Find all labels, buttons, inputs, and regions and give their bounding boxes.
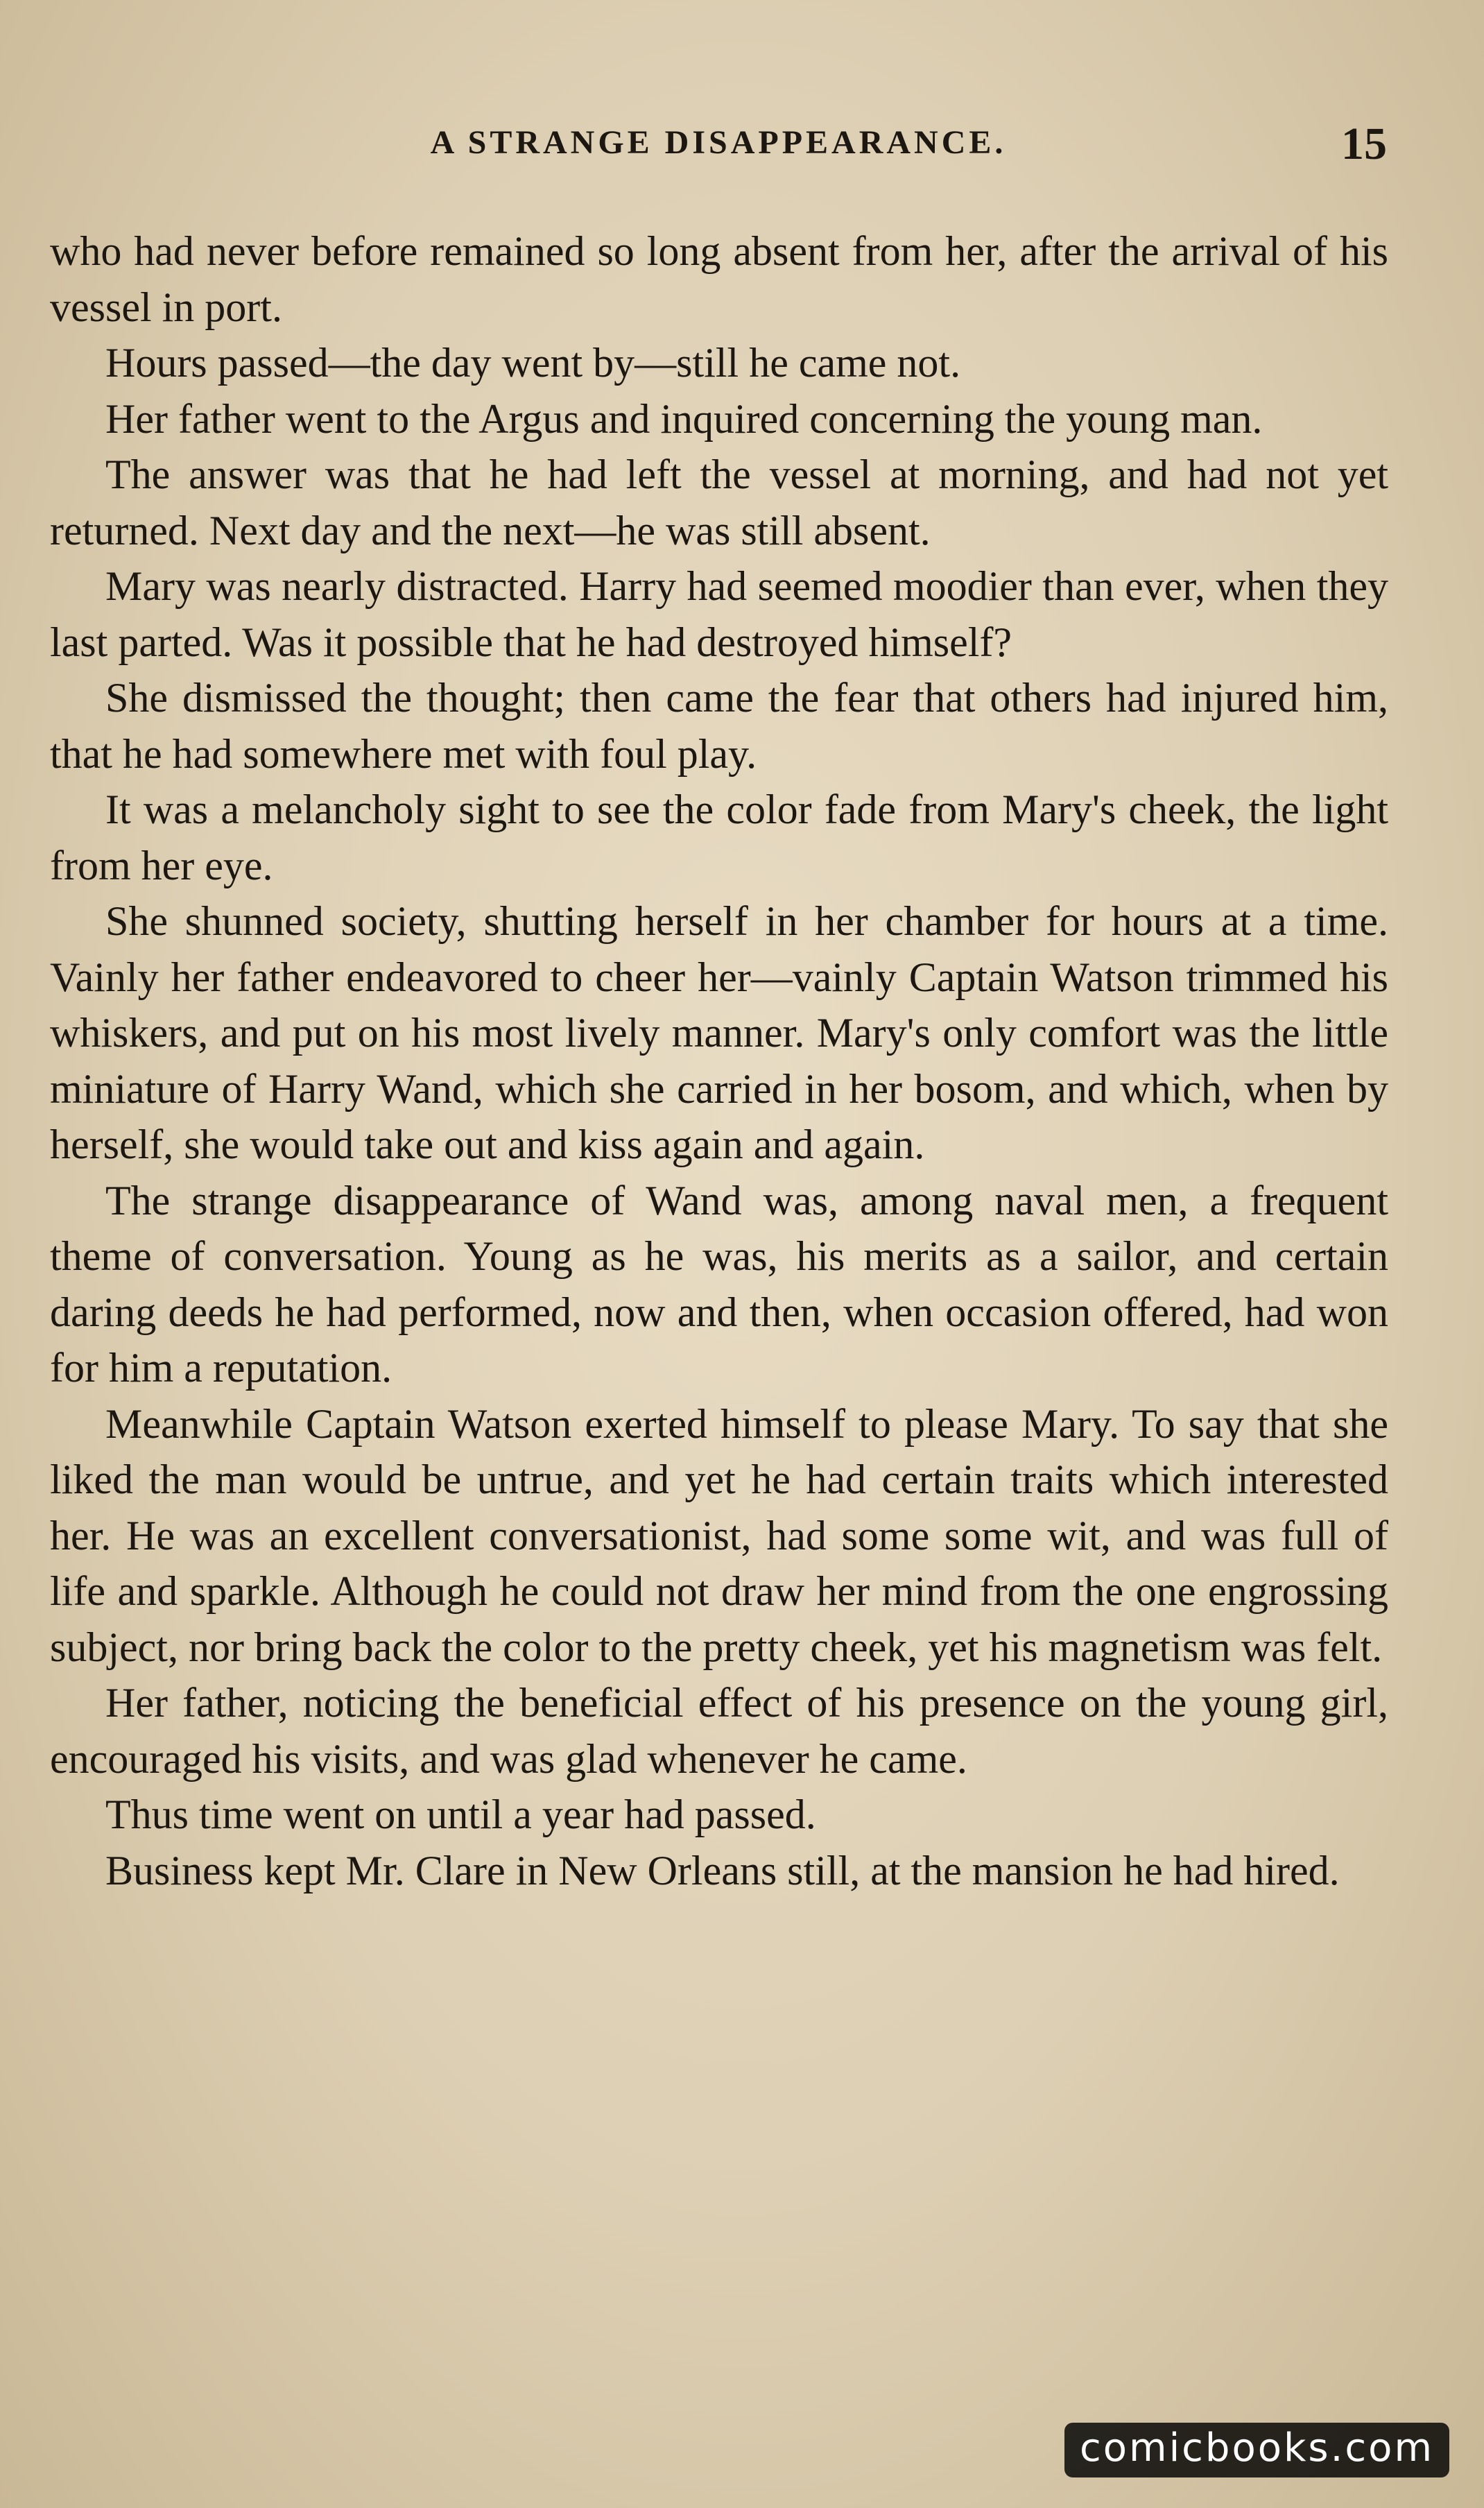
- paragraph: Her father went to the Argus and inquired concerning the young man.: [105, 395, 1263, 442]
- paragraph: The strange disappearance of Wand was, among naval men, a frequent theme of conversation. Young as he was, his merits as a sailor, and certain daring deeds he had performed, now and then, when occasion offered, had won for him a reputation.: [50, 1177, 1388, 1391]
- paragraph: Hours passed—the day went by—still he came not.: [105, 340, 961, 386]
- body-text: [50, 223, 1388, 1898]
- paragraph: The answer was that he had left the vessel at morning, and had not yet returned. Next day and the next—he was still absent.: [50, 452, 1388, 553]
- paragraph: Her father, noticing the beneficial effect of his presence on the young girl, encouraged his visits, and was glad whenever he came.: [50, 1680, 1388, 1782]
- paragraph: Business kept Mr. Clare in New Orleans still, at the mansion he had hired.: [105, 1847, 1340, 1893]
- page-header: [50, 118, 1387, 180]
- paragraph: Thus time went on until a year had passed.: [105, 1792, 816, 1837]
- paragraph: Meanwhile Captain Watson exerted himself to please Mary. To say that she liked the man would be untrue, and yet he had certain traits which interested her. He was an excellent conversationist, had some some wit, and was full of life and sparkle. Although he could not draw her mind from the one engrossing subject, nor bring back the color to the pretty cheek, yet his magnetism was felt.: [50, 1400, 1388, 1670]
- paragraph: She dismissed the thought; then came the fear that others had injured him, that he had somewhere met with foul play.: [50, 675, 1388, 777]
- show-through-texture: [104, 180, 1387, 212]
- running-title: A STRANGE DISAPPEARANCE.: [430, 124, 1007, 161]
- paragraph: She shunned society, shutting herself in her chamber for hours at a time. Vainly her father endeavored to cheer her—vainly Captain Watson trimmed his whiskers, and put on his most lively manner. Mary's only comfort was the little miniature of Harry Wand, which she carried in her bosom, and which, when by herself, she would take out and kiss again and again.: [50, 898, 1388, 1167]
- paragraph: It was a melancholy sight to see the color fade from Mary's cheek, the light from her eye.: [50, 787, 1388, 888]
- watermark-logo: comicbooks.com: [1064, 2423, 1449, 2477]
- page-number: 15: [1341, 119, 1387, 169]
- paragraph: who had never before remained so long absent from her, after the arrival of his vessel in port.: [50, 228, 1388, 330]
- paragraph: Mary was nearly distracted. Harry had seemed moodier than ever, when they last parted. Was it possible that he had destroyed himself?: [50, 563, 1388, 665]
